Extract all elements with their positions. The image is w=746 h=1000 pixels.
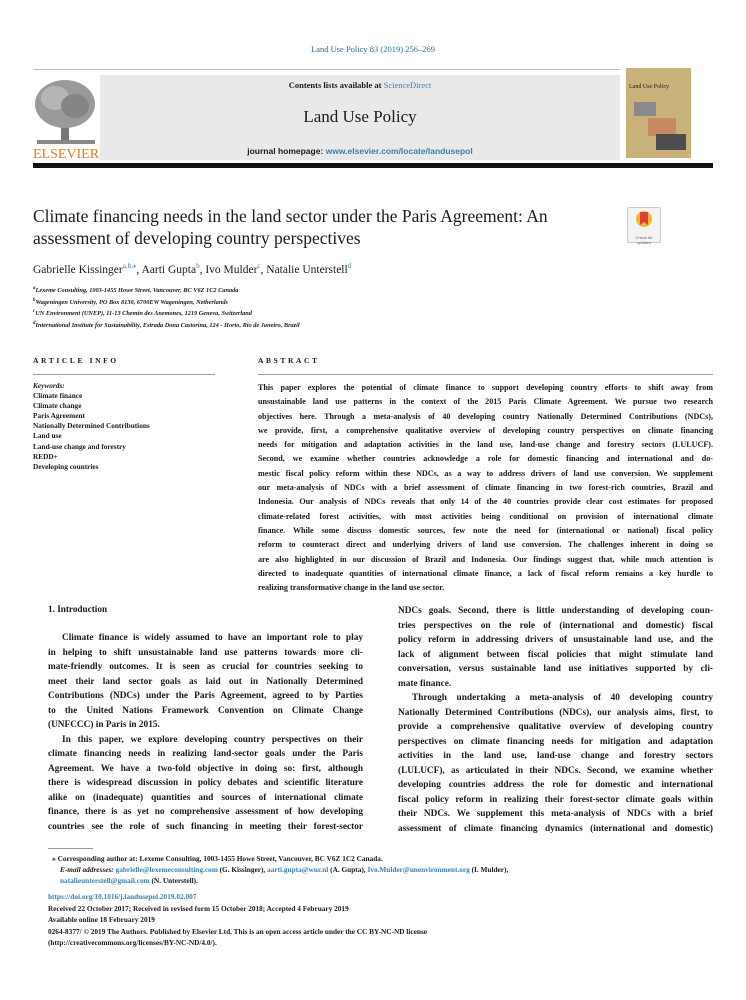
affil-text: International Institute for Sustainability, Estrada Dona Castorina, 124 - Horto, Rio de Janeiro, Brazil [35,321,300,329]
cover-title: Land Use Policy [629,84,669,90]
abstract-line: are also highlighted in our discussion of Brazil and Indonesia. Our findings suggest that, while much attention is [258,554,713,564]
keyword[interactable]: Developing countries [33,461,99,471]
abstract-line: climate-related forest activities, with most activities being conditional on provision of international climate [258,511,713,521]
body-line: climate financing needs in realizing land-sector goals under the Paris [48,749,363,759]
abstract-line: Indonesia. Our analysis of NDCs reveals that only 14 of the 40 countries provide clear cost estimates for proposed [258,497,713,507]
abstract-line: our meta-analysis of NDCs with a brief assessment of climate financing in two forest-rich countries, Brazil and [258,483,713,493]
license-text: 0264-8377/ © 2019 The Authors. Published by Elsevier Ltd. This is an open access article under the CC BY-NC-ND license [48,926,428,936]
divider [258,374,713,375]
author-list: Gabrielle Kissinger$^{a,b,⁎}$, Aarti Gupta$^b$, Ivo Mulder$^c$, Natalie Unterstell$^d$ [33,262,352,276]
divider [33,69,620,70]
body-line: Climate finance is widely assumed to have an important role to play [62,633,363,643]
body-line: meet their land sector goals as laid out in Nationally Determined [48,676,363,687]
affil-marker: d [33,320,36,326]
svg-text:ELSEVIER: ELSEVIER [33,147,99,160]
author[interactable] [33,264,136,276]
abstract-heading: ABSTRACT [258,356,320,365]
elsevier-logo [33,76,99,160]
keyword[interactable]: Nationally Determined Contributions [33,421,150,431]
body-line: in helping to shift unsustainable land use patterns towards more cli- [48,647,363,658]
author[interactable] [266,264,351,276]
article-info-heading: ARTICLE INFO [33,356,119,365]
abstract-line: mestic fiscal policy reform within these NDCs, as a way to address drivers of land use conversion. We supplement [258,468,713,478]
check-for-updates-button[interactable] [627,207,661,243]
journal-title: Land Use Policy [303,107,417,126]
affil-marker: b [33,297,36,303]
affil-text: Lexeme Consulting, 1003-1455 Howe Street, Vancouver, BC V6Z 1C2 Canada [35,287,239,295]
title-line: Climate financing needs in the land sector under the Paris Agreement: An [33,206,548,226]
email-owner: (A. Gupta), [328,865,368,875]
body-line: lack of alignment between fiscal policies that might stimulate land [398,649,713,660]
footnotes [48,853,718,887]
article-title [33,205,603,249]
body-line: Contributions (NDCs) under the Paris Agreement, agreed to by Parties [48,691,363,701]
affiliation [33,319,300,331]
abstract-text [258,381,713,595]
body-line: there is widespread discussion in policy debates and scientific literature [48,778,363,788]
doi-link[interactable]: https://doi.org/10.1016/j.landusepol.2019.02.007 [48,892,197,901]
title-line: assessment of developing country perspectives [33,228,361,248]
body-line: (LULUCF), as articulated in their NDCs. Second, we examine whether [398,765,713,776]
body-column-left [48,631,363,834]
body-line: their NDCs. We supplement this meta-analysis of NDCs with a brief [398,809,713,819]
license-url[interactable]: (http://creativecommons.org/licenses/BY-NC-ND/4.0/). [48,938,217,948]
author-affil-ref[interactable]: a,b,⁎ [122,262,137,270]
abstract-line: realizing transformative change in the land use sector. [258,583,445,593]
crossmark-label: Check for updates [635,235,653,245]
body-line: assessment of climate financing dynamics (international and domestic) [398,823,713,834]
affil-text: UN Environment (UNEP), 11-13 Chemin des Anemones, 1219 Geneva, Switzerland [35,310,252,318]
affil-text: Wageningen University, PO Box 8130, 6700EW Wageningen, Netherlands [35,298,228,306]
section-heading: 1. Introduction [48,604,108,614]
contents-line [100,80,620,90]
body-line: to the United Nations Framework Convention on Climate Change [48,705,363,716]
abstract-line: objectives here. Through a meta-analysis of 40 developing country Nationally Determined Contributions (NDCs), [258,411,713,421]
email-owner: (G. Kissinger), [217,865,268,875]
body-line: alike on (inadequate) quantities and sources of international climate [48,792,363,803]
homepage-link[interactable]: www.elsevier.com/locate/landusepol [325,146,473,156]
body-line: policy reform in addressing drivers of unsustainable land use, and the [398,635,713,645]
header-bar [33,163,713,168]
body-line: mate finance. [398,678,452,689]
body-line: countries see the role of such financing in meeting their forest-sector [48,821,363,832]
journal-cover[interactable] [626,68,691,158]
homepage-line [100,146,620,156]
body-line: conversation, versus sustainable land use initiatives supported by cli- [398,664,713,674]
body-line: mate-friendly outcomes. It is seen as crucial for countries seeking to [48,662,363,672]
abstract-line: reform to counteract direct and underlying drivers of land use conversion. The challenges inherent in doing so [258,540,713,550]
publication-info [48,891,427,949]
cover-image [634,102,686,152]
keyword[interactable]: Climate finance [33,391,83,401]
received-dates: Received 22 October 2017; Received in revised form 15 October 2018; Accepted 4 February 2019 [48,903,349,913]
keyword[interactable]: Climate change [33,401,82,411]
keywords-label: Keywords: [33,381,65,390]
email-link[interactable]: natalieunterstell@gmail.com [60,876,150,886]
body-line: Agreement. We have a two-fold objective in doing so: first, although [48,763,363,774]
affil-marker: a [33,286,36,291]
email-link[interactable]: Ivo.Mulder@unenvironment.org [367,865,470,875]
affil-marker: c [33,309,36,315]
author-name: Ivo Mulder [205,263,258,276]
affiliation [33,307,300,319]
body-line: perspectives on climate financing needs for mitigation and adaptation [398,736,713,747]
email-owner: (N. Unterstell). [149,876,198,886]
author[interactable] [205,264,260,276]
divider [33,374,215,375]
email-owner: (I. Mulder), [469,865,509,875]
author-name: Gabrielle Kissinger [33,263,123,276]
keyword[interactable]: Paris Agreement [33,411,85,421]
keyword[interactable]: REDD+ [33,451,58,461]
body-line: Nationally Determined Contributions (NDCs), our analysis aims, first, to [398,707,713,718]
abstract-line: Second, we examine whether countries acknowledge a role for domestic financing and international and do- [258,454,713,464]
body-line: fiscal policy reform in realizing their forest-sector climate goals within [398,794,713,805]
body-column-right [398,604,713,836]
body-line: NDCs goals. Second, there is little understanding of developing coun- [398,606,713,616]
keywords-list [33,381,150,472]
sciencedirect-link[interactable]: ScienceDirect [383,80,432,90]
abstract-line: unsustainable land use patterns in the context of the 2015 Paris Climate Agreement. We pursue two research [258,397,713,407]
abstract-line: finance. While some discuss domestic sources, few note the need for (international or national) fiscal policy [258,525,713,535]
body-line: tries perspectives on the role of (international and domestic) fiscal [398,620,713,631]
affiliation [33,296,300,308]
affiliations [33,284,300,330]
abstract-line: needs for mitigation and adaptation activities in the land use, land-use change and forestry sectors (LULUCF). [258,440,713,450]
author-affil-ref[interactable]: d [347,262,352,270]
contents-label: Contents lists available at [288,80,384,90]
homepage-label: journal homepage: [247,146,326,156]
email-addresses [48,864,718,886]
email-link[interactable]: aarti.gupta@wur.nl [267,865,329,875]
email-link[interactable]: gabrielle@lexemeconsulting.com [115,865,218,875]
body-line: In this paper, we explore developing country perspectives on their [62,734,363,745]
abstract-line: This paper explores the potential of climate finance to support developing country efforts to shift away from [258,383,713,392]
body-line: Through undertaking a meta-analysis of 40 developing country [412,693,713,703]
journal-citation[interactable]: Land Use Policy 83 (2019) 256–269 [311,44,435,54]
email-label: E-mail addresses: [60,865,114,875]
body-line: activities in the land use, land-use change and forestry sectors [398,751,713,761]
crossmark-icon [628,208,660,230]
corresponding-author-note: ⁎ Corresponding author at: Lexeme Consulting, 1003-1455 Howe Street, Vancouver, BC V6Z 1C2 Canada. [52,854,383,863]
author[interactable] [141,264,199,276]
body-line: provide a comprehensive qualitative overview of developing country [398,722,713,732]
body-line: finance, there is as yet no comprehensive assessment of how developing [48,807,363,817]
author-affil-ref[interactable]: c [257,262,261,270]
body-line: developing countries address the role for domestic and international [398,780,713,790]
body-line: (UNFCCC) in Paris in 2015. [48,720,160,730]
available-online: Available online 18 February 2019 [48,915,155,925]
keyword[interactable]: Land-use change and forestry [33,441,126,451]
author-affil-ref[interactable]: b [196,262,200,270]
abstract-line: directed to inadequate quantities of international climate finance, a lack of fiscal reform remains a key hurdle to [258,568,713,578]
author-name: Natalie Unterstell [266,263,348,276]
keyword[interactable]: Land use [33,431,62,441]
abstract-line: we provide, first, a comprehensive qualitative overview of developing country perspectives on climate financing [258,425,713,435]
footnote-divider [48,848,93,849]
affiliation [33,284,300,296]
author-name: Aarti Gupta [141,263,197,276]
